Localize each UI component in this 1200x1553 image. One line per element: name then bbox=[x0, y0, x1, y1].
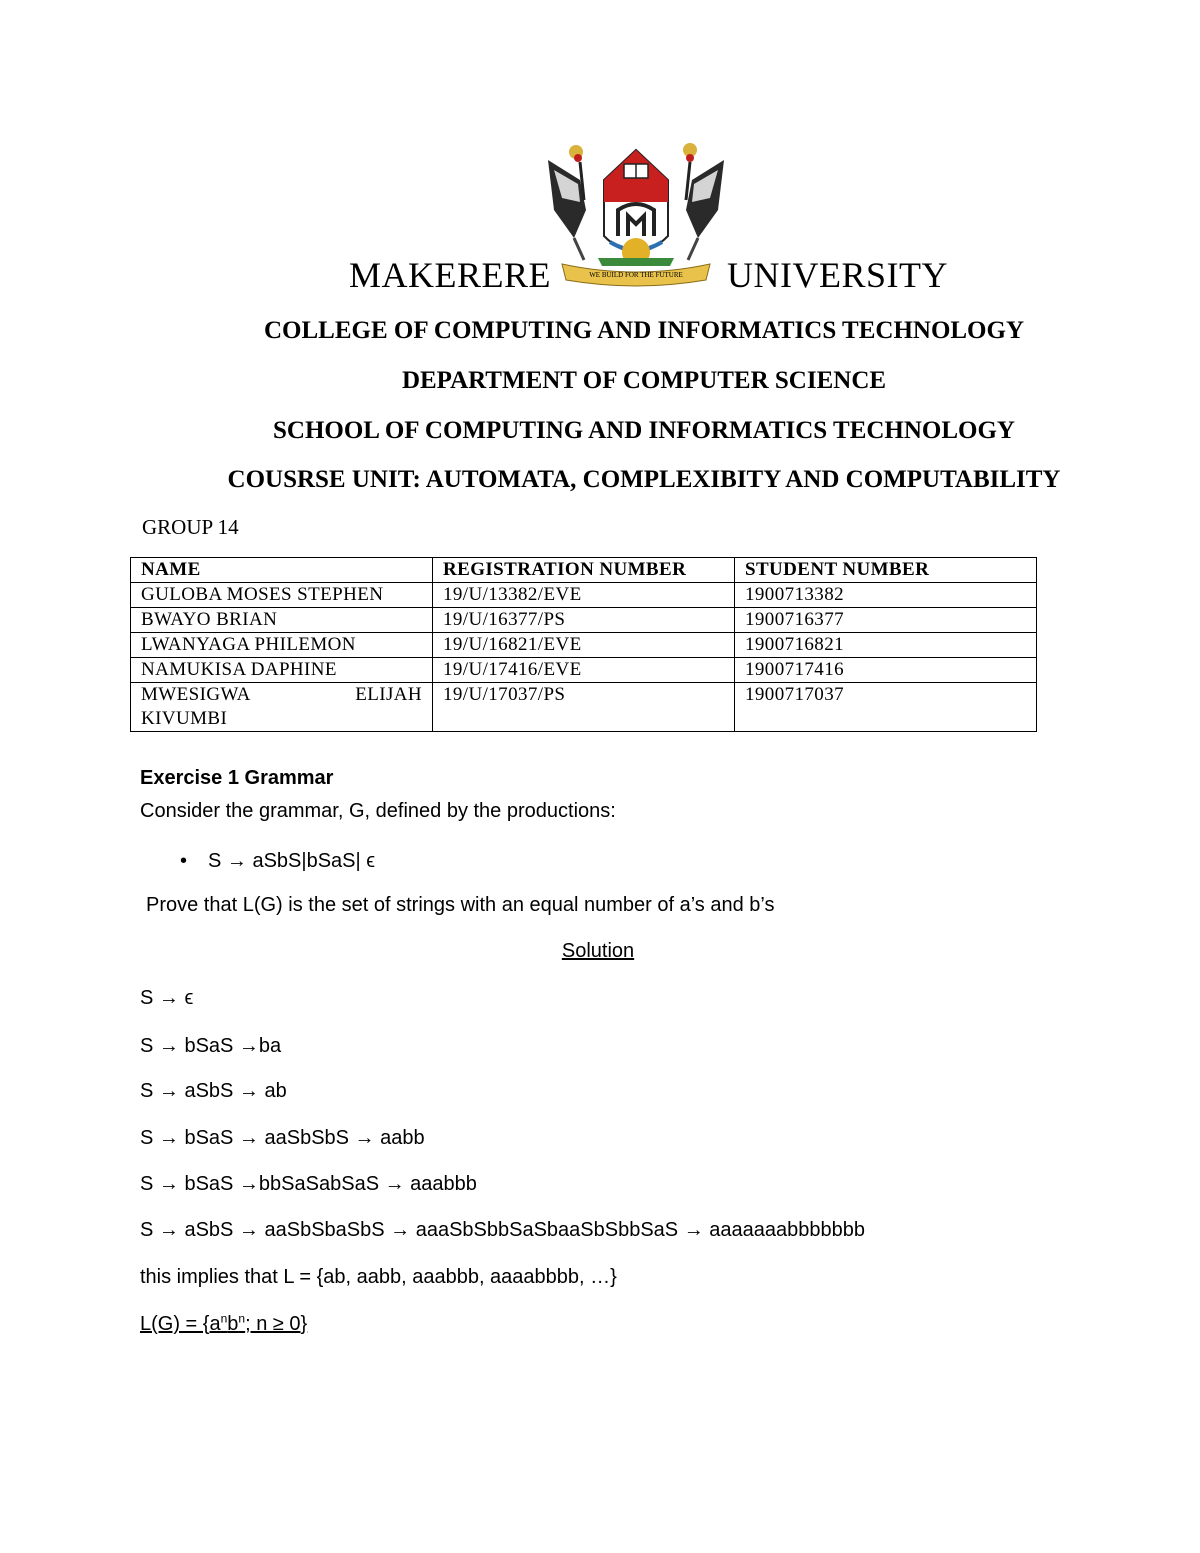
derivation-line: S → bSaS → aaSbSbS → aabb bbox=[140, 1127, 425, 1149]
implication-statement: this implies that L = {ab, aabb, aaabbb, aaaabbbb, …} bbox=[140, 1266, 617, 1288]
left-crane-icon bbox=[548, 145, 586, 260]
language-def-prefix: L(G) = {a bbox=[140, 1313, 221, 1335]
solution-heading: Solution bbox=[561, 940, 635, 962]
college-heading: COLLEGE OF COMPUTING AND INFORMATICS TECHNOLOGY bbox=[263, 317, 1025, 344]
course-unit-heading: COUSRSE UNIT: AUTOMATA, COMPLEXIBITY AND COMPUTABILITY bbox=[227, 466, 1061, 493]
bullet-icon: • bbox=[180, 850, 188, 872]
table-header-row bbox=[131, 558, 1037, 583]
derivation-line: S → ϵ bbox=[140, 987, 194, 1009]
table-row bbox=[131, 608, 1037, 633]
exercise-title: Exercise 1 Grammar bbox=[140, 767, 334, 789]
group-members-table bbox=[130, 557, 1037, 732]
column-header-name: NAME bbox=[131, 558, 433, 583]
university-name-right: UNIVERSITY bbox=[727, 255, 948, 295]
table-row bbox=[131, 658, 1037, 683]
university-name-left: MAKERERE bbox=[349, 255, 551, 295]
group-label: GROUP 14 bbox=[142, 515, 239, 539]
member-name: NAMUKISA DAPHINE bbox=[131, 658, 433, 683]
member-name-third: KIVUMBI bbox=[141, 708, 228, 729]
derivation-line: S → aSbS → aaSbSbaSbS → aaaSbSbbSaSbaaSbSbbSaS → aaaaaaabbbbbbb bbox=[140, 1219, 865, 1241]
student-number: 1900713382 bbox=[735, 583, 1037, 608]
shield-icon bbox=[604, 150, 668, 252]
exponent-n: n bbox=[220, 1311, 228, 1326]
registration-number: 19/U/13382/EVE bbox=[433, 583, 735, 608]
derivation-line: S → bSaS →ba bbox=[140, 1035, 282, 1057]
table-row bbox=[131, 583, 1037, 608]
school-heading: SCHOOL OF COMPUTING AND INFORMATICS TECHNOLOGY bbox=[273, 417, 1015, 444]
department-heading: DEPARTMENT OF COMPUTER SCIENCE bbox=[401, 367, 887, 394]
member-name: BWAYO BRIAN bbox=[131, 608, 433, 633]
production-rule: S → aSbS|bSaS| ϵ bbox=[208, 850, 376, 872]
student-number: 1900717416 bbox=[735, 658, 1037, 683]
svg-text:WE BUILD FOR THE FUTURE: WE BUILD FOR THE FUTURE bbox=[589, 271, 683, 279]
derivation-line: S → bSaS →bbSaSabSaS → aaabbb bbox=[140, 1173, 477, 1195]
prove-statement: Prove that L(G) is the set of strings with an equal number of a’s and b’s bbox=[146, 894, 775, 916]
table-row bbox=[131, 683, 1037, 732]
student-number: 1900717037 bbox=[735, 683, 1037, 732]
derivation-line: S → aSbS → ab bbox=[140, 1080, 287, 1102]
student-number: 1900716377 bbox=[735, 608, 1037, 633]
language-def-suffix: ; n ≥ 0} bbox=[245, 1313, 308, 1335]
production-bullet bbox=[180, 850, 375, 873]
registration-number: 19/U/16377/PS bbox=[433, 608, 735, 633]
right-crane-icon bbox=[683, 143, 724, 260]
language-def-b: b bbox=[227, 1313, 239, 1335]
exponent-n: n bbox=[238, 1311, 246, 1326]
university-crest-logo bbox=[540, 140, 732, 290]
language-definition bbox=[140, 1313, 307, 1336]
registration-number: 19/U/17037/PS bbox=[433, 683, 735, 732]
member-name bbox=[131, 683, 433, 732]
motto-banner bbox=[562, 264, 710, 286]
student-number: 1900716821 bbox=[735, 633, 1037, 658]
column-header-registration-number: REGISTRATION NUMBER bbox=[433, 558, 735, 583]
column-header-student-number: STUDENT NUMBER bbox=[735, 558, 1037, 583]
exercise-intro: Consider the grammar, G, defined by the productions: bbox=[140, 800, 616, 822]
member-name: GULOBA MOSES STEPHEN bbox=[131, 583, 433, 608]
member-name-second: ELIJAH bbox=[355, 684, 422, 705]
registration-number: 19/U/16821/EVE bbox=[433, 633, 735, 658]
member-name-first: MWESIGWA bbox=[141, 684, 251, 705]
table-row bbox=[131, 633, 1037, 658]
member-name: LWANYAGA PHILEMON bbox=[131, 633, 433, 658]
registration-number: 19/U/17416/EVE bbox=[433, 658, 735, 683]
